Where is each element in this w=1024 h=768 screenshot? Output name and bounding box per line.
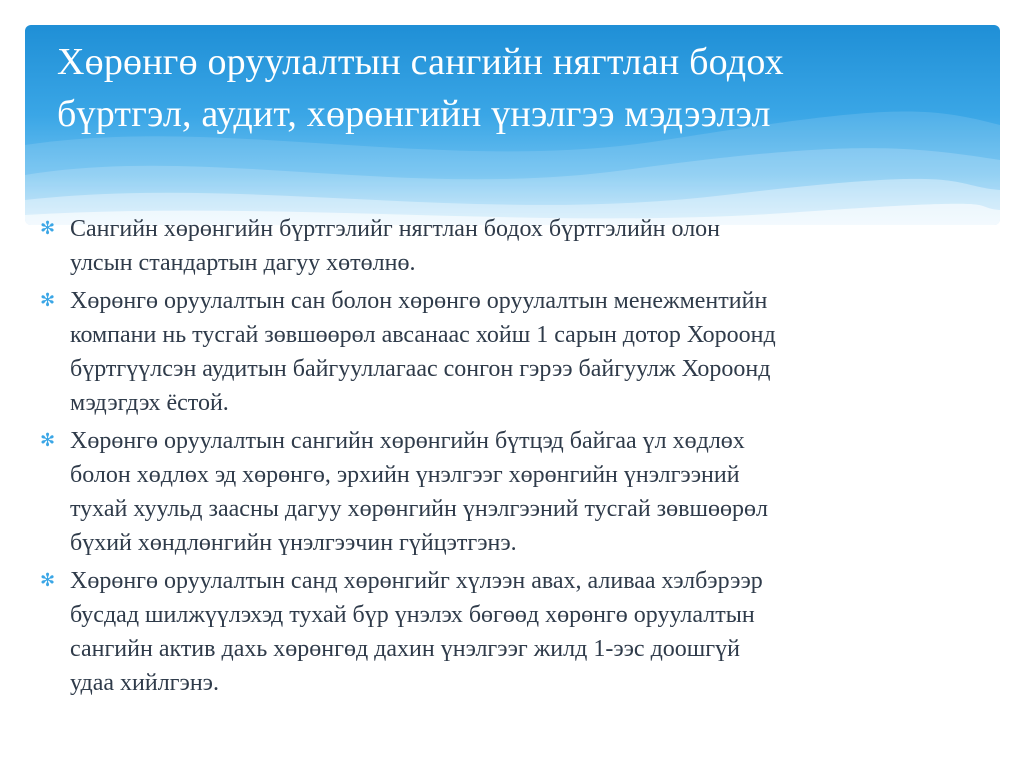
bullet-item: [40, 284, 1000, 420]
bullet-line: Хөрөнгө оруулалтын сан болон хөрөнгө оруулалтын менежментийн: [70, 288, 768, 314]
bullet-text: [70, 212, 1000, 280]
bullet-item: [40, 212, 1000, 280]
bullet-line: бүртгүүлсэн аудитын байгууллагаас сонгон гэрээ байгуулж Хороонд: [70, 356, 771, 382]
bullet-item: [40, 424, 1000, 560]
bullet-line: Сангийн хөрөнгийн бүртгэлийг нягтлан бодох бүртгэлийн олон: [70, 216, 721, 242]
bullet-text: [70, 564, 1000, 700]
bullet-text: [70, 284, 1000, 420]
bullet-line: Хөрөнгө оруулалтын санд хөрөнгийг хүлээн авах, аливаа хэлбэрээр: [70, 568, 763, 594]
bullet-line: бусдад шилжүүлэхэд тухай бүр үнэлэх бөгөөд хөрөнгө оруулалтын: [70, 602, 755, 628]
bullet-line: болон хөдлөх эд хөрөнгө, эрхийн үнэлгээг хөрөнгийн үнэлгээний: [70, 462, 740, 488]
bullet-list: [40, 212, 1000, 704]
bullet-line: сангийн актив дахь хөрөнгөд дахин үнэлгээг жилд 1-ээс доошгүй: [70, 636, 740, 662]
bullet-line: тухай хуульд заасны дагуу хөрөнгийн үнэлгээний тусгай зөвшөөрөл: [70, 496, 768, 522]
title-line: Хөрөнгө оруулалтын сангийн нягтлан бодох: [57, 41, 784, 83]
title-line: бүртгэл, аудит, хөрөнгийн үнэлгээ мэдээлэл: [57, 93, 771, 135]
asterisk-icon: ✻: [40, 218, 56, 239]
asterisk-icon: ✻: [40, 430, 56, 451]
bullet-line: мэдэгдэх ёстой.: [70, 390, 229, 416]
asterisk-icon: ✻: [40, 570, 56, 591]
slide-title: [57, 36, 957, 140]
bullet-line: компани нь тусгай зөвшөөрөл авсанаас хойш 1 сарын дотор Хороонд: [70, 322, 776, 348]
bullet-line: удаа хийлгэнэ.: [70, 670, 219, 696]
bullet-line: Хөрөнгө оруулалтын сангийн хөрөнгийн бүтцэд байгаа үл хөдлөх: [70, 428, 745, 454]
bullet-text: [70, 424, 1000, 560]
bullet-line: бүхий хөндлөнгийн үнэлгээчин гүйцэтгэнэ.: [70, 530, 517, 556]
asterisk-icon: ✻: [40, 290, 56, 311]
bullet-item: [40, 564, 1000, 700]
bullet-line: улсын стандартын дагуу хөтөлнө.: [70, 250, 416, 276]
